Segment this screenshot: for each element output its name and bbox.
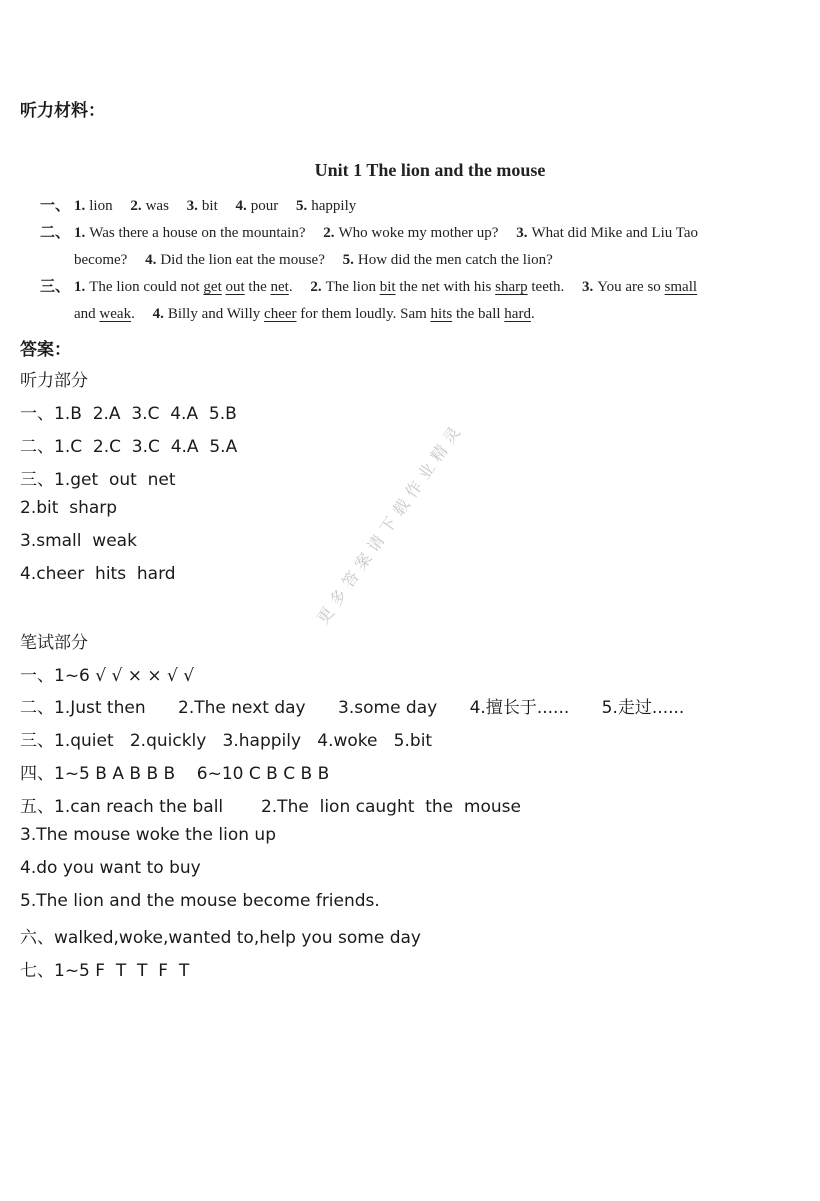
item-number: 5. [342, 252, 354, 268]
unit-title: Unit 1 The lion and the mouse [314, 160, 546, 180]
sentence-text: and [74, 306, 100, 322]
underlined-word: sharp [495, 279, 528, 295]
answers-label: 答案： [20, 340, 71, 360]
answer-line: 二、1.Just then 2.The next day 3.some day 4.擅长于...... 5.走过...... [20, 698, 685, 718]
underlined-word: get [203, 279, 222, 295]
answer-line: 5.The lion and the mouse become friends. [20, 891, 380, 911]
answer-line: 一、1.B 2.A 3.C 4.A 5.B [20, 404, 237, 424]
item-number: 3. [516, 225, 528, 241]
answer-line: 一、1~6 √ √ × × √ √ [20, 666, 195, 686]
sentence-text: You are so [597, 279, 665, 295]
answer-line: 六、walked,woke,wanted to,help you some day [20, 928, 421, 948]
underlined-word: hard [504, 306, 531, 322]
answer-line: 4.cheer hits hard [20, 564, 176, 584]
answer-line: 七、1~5 F T T F T [20, 961, 190, 981]
written-part-label: 笔试部分 [20, 633, 88, 653]
item-number: 2. [130, 198, 142, 214]
listening-section-2 [40, 220, 810, 274]
underlined-word: cheer [264, 306, 297, 322]
answer-line: 3.The mouse woke the lion up [20, 825, 276, 845]
sentence-text: the [244, 279, 271, 295]
answer-line: 2.bit sharp [20, 498, 118, 518]
section-number: 二、 [40, 225, 71, 241]
sentence-text: . [288, 279, 293, 295]
item-word: bit [201, 198, 218, 214]
sentence-text: the ball [452, 306, 505, 322]
underlined-word: hits [430, 306, 453, 322]
watermark: 更多答案请下载作业精灵 [313, 418, 468, 628]
answer-line: 二、1.C 2.C 3.C 4.A 5.A [20, 437, 238, 457]
listening-section-1 [40, 193, 810, 220]
section-number: 一、 [40, 198, 71, 214]
item-word: lion [89, 198, 113, 214]
underlined-word: weak [99, 306, 132, 322]
answer-line: 四、1~5 B A B B B 6~10 C B C B B [20, 764, 330, 784]
item-number: 2. [323, 225, 335, 241]
item-number: 1. [74, 279, 86, 295]
item-number: 4. [235, 198, 247, 214]
listening-part-label: 听力部分 [20, 371, 88, 391]
answer-line: 三、1.get out net [20, 470, 176, 490]
sentence-text: . [131, 306, 135, 322]
underlined-word: out [225, 279, 245, 295]
question-text: Did the lion eat the mouse? [160, 252, 325, 268]
item-number: 1. [74, 198, 86, 214]
question-text: Who woke my mother up? [338, 225, 499, 241]
answer-line: 3.small weak [20, 531, 137, 551]
underlined-word: bit [379, 279, 396, 295]
item-word: pour [250, 198, 279, 214]
section-number: 三、 [40, 279, 71, 295]
sentence-text: for them loudly. Sam [296, 306, 431, 322]
item-word: happily [311, 198, 357, 214]
item-number: 2. [310, 279, 322, 295]
question-text: How did the men catch the lion? [357, 252, 553, 268]
sentence-text: Billy and Willy [167, 306, 265, 322]
question-text: What did Mike and Liu Tao [531, 225, 699, 241]
answer-line: 五、1.can reach the ball 2.The lion caught the mouse [20, 797, 521, 817]
sentence-text: . [530, 306, 535, 322]
item-number: 3. [582, 279, 594, 295]
answer-line: 4.do you want to buy [20, 858, 201, 878]
answer-line: 三、1.quiet 2.quickly 3.happily 4.woke 5.bit [20, 731, 433, 751]
underlined-word: net [270, 279, 289, 295]
item-number: 5. [296, 198, 308, 214]
item-number: 4. [152, 306, 164, 322]
underlined-word: small [664, 279, 698, 295]
listening-section-3 [40, 274, 810, 328]
scanned-listening-material [40, 160, 810, 328]
question-text: become? [74, 252, 128, 268]
question-text: Was there a house on the mountain? [89, 225, 306, 241]
sentence-text: the net with his [395, 279, 496, 295]
item-number: 4. [145, 252, 157, 268]
sentence-text: The lion [325, 279, 380, 295]
item-word: was [145, 198, 169, 214]
item-number: 1. [74, 225, 86, 241]
sentence-text: The lion could not [89, 279, 204, 295]
sentence-text: teeth. [527, 279, 565, 295]
item-number: 3. [186, 198, 198, 214]
listening-material-label: 听力材料： [20, 101, 105, 121]
